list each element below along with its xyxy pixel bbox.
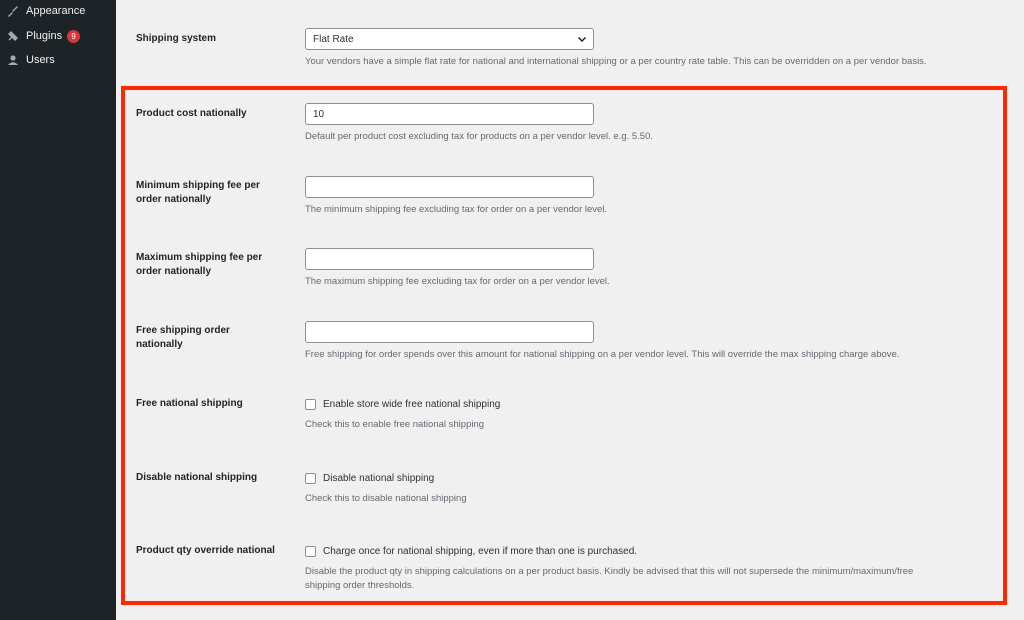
field-control xyxy=(305,543,1005,593)
select-value: Flat Rate xyxy=(313,33,354,45)
field-description-line: Disable the product qty in shipping calculations on a per product basis. Kindly be advised that this will not supersede the minimum/maximum/free xyxy=(305,566,914,577)
field-control xyxy=(305,248,1005,289)
field-label: Product qty override national xyxy=(136,545,275,556)
field-description xyxy=(305,565,1005,593)
free-national-checkbox[interactable] xyxy=(305,399,316,410)
sidebar-item-label: Plugins xyxy=(26,30,63,42)
field-label-line: Maximum shipping fee per xyxy=(136,252,263,263)
sidebar-item-plugins[interactable] xyxy=(0,25,116,47)
paintbrush-icon xyxy=(6,4,20,18)
field-label: Disable national shipping xyxy=(136,472,258,483)
checkbox-line xyxy=(305,396,1005,412)
field-label-line: Minimum shipping fee per xyxy=(136,180,260,191)
min-fee-input[interactable] xyxy=(305,176,594,198)
checkbox-label[interactable]: Enable store wide free national shipping xyxy=(323,398,501,410)
field-label xyxy=(136,324,286,352)
field-label: Shipping system xyxy=(136,33,217,44)
max-fee-input[interactable] xyxy=(305,248,594,270)
field-control xyxy=(305,176,1005,217)
field-description: Check this to disable national shipping xyxy=(305,493,467,504)
field-description: Default per product cost excluding tax for products on a per vendor level. e.g. 5.50. xyxy=(305,131,654,142)
field-description: The maximum shipping fee excluding tax for order on a per vendor level. xyxy=(305,276,610,287)
checkbox-label[interactable]: Disable national shipping xyxy=(323,472,435,484)
field-control xyxy=(305,28,1005,69)
field-label-line: Free shipping order xyxy=(136,325,230,336)
sidebar-item-users[interactable] xyxy=(0,49,116,71)
field-control xyxy=(305,103,1005,144)
shipping-system-select[interactable] xyxy=(305,28,594,50)
free-order-input[interactable] xyxy=(305,321,594,343)
field-label-line: nationally xyxy=(136,339,183,350)
checkbox-line xyxy=(305,543,1005,559)
chevron-down-icon xyxy=(577,34,587,44)
field-label xyxy=(136,251,286,279)
field-label xyxy=(136,179,286,207)
update-count-badge: 9 xyxy=(67,30,80,43)
field-control xyxy=(305,321,1005,362)
disable-national-checkbox[interactable] xyxy=(305,473,316,484)
checkbox-label[interactable]: Charge once for national shipping, even if more than one is purchased. xyxy=(323,545,638,557)
sidebar-item-label: Appearance xyxy=(26,5,86,17)
field-control xyxy=(305,396,1005,432)
field-description: Check this to enable free national shipping xyxy=(305,419,485,430)
field-label-line: order nationally xyxy=(136,194,212,205)
field-description-line: shipping order thresholds. xyxy=(305,580,415,591)
field-label: Free national shipping xyxy=(136,398,243,409)
field-description: Your vendors have a simple flat rate for national and international shipping or a per country rate table. This can be overridden on a per vendor basis. xyxy=(305,56,927,67)
field-label-line: order nationally xyxy=(136,266,212,277)
field-description: The minimum shipping fee excluding tax for order on a per vendor level. xyxy=(305,204,608,215)
field-control xyxy=(305,470,1005,506)
users-icon xyxy=(6,53,20,67)
product-cost-input[interactable] xyxy=(305,103,594,125)
sidebar-item-label: Users xyxy=(26,54,55,66)
plugins-icon xyxy=(6,29,20,43)
sidebar-item-appearance[interactable] xyxy=(0,0,116,22)
field-description: Free shipping for order spends over this amount for national shipping on a per vendor level. This will override the max shipping charge above. xyxy=(305,349,900,360)
qty-override-checkbox[interactable] xyxy=(305,546,316,557)
admin-sidebar xyxy=(0,0,116,620)
checkbox-line xyxy=(305,470,1005,486)
field-label: Product cost nationally xyxy=(136,108,247,119)
